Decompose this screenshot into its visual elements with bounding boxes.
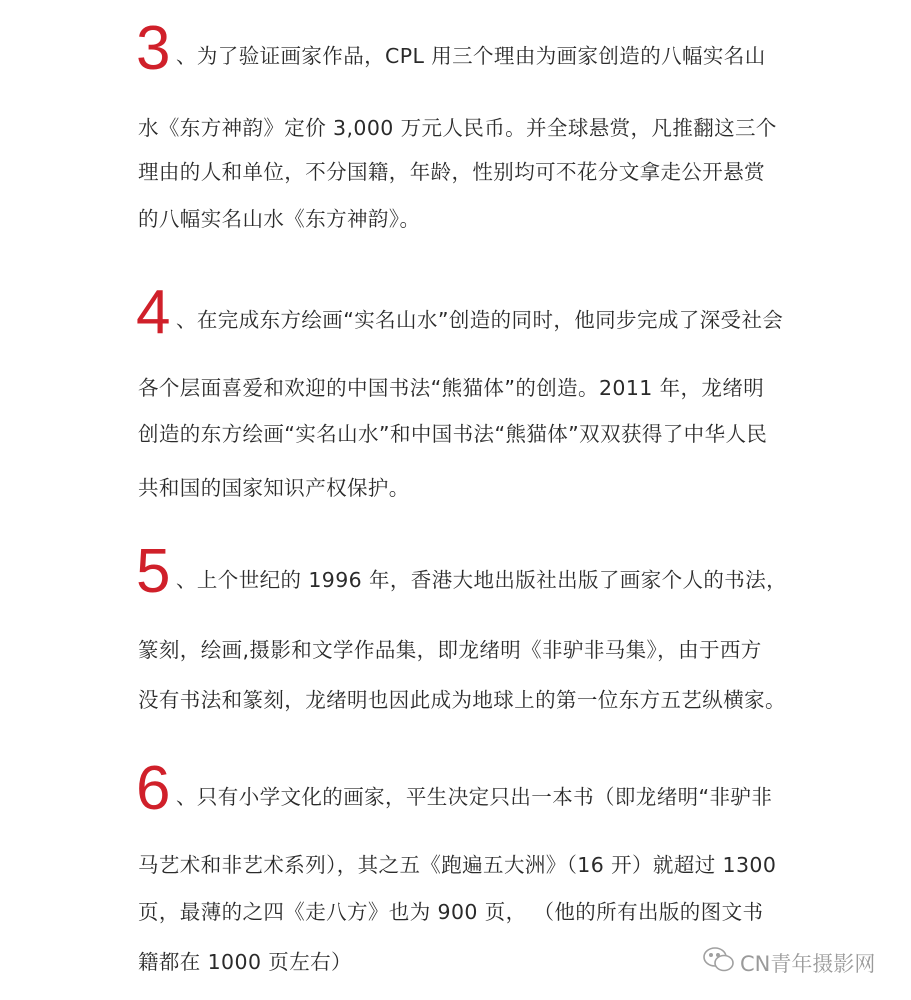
section-4-line-3: 创造的东方绘画“实名山水”和中国书法“熊猫体”双双获得了中华人民 xyxy=(138,422,768,446)
section-3-line-2: 水《东方神韵》定价 3,000 万元人民币。并全球悬赏，凡推翻这三个 xyxy=(138,116,777,140)
section-4-line-2: 各个层面喜爱和欢迎的中国书法“熊猫体”的创造。2011 年，龙绪明 xyxy=(138,376,765,400)
section-3-line-3: 理由的人和单位，不分国籍，年龄，性别均可不花分文拿走公开悬赏 xyxy=(138,160,765,184)
section-4-line-4: 共和国的国家知识产权保护。 xyxy=(138,476,410,500)
section-6-line-4: 籍都在 1000 页左右） xyxy=(138,950,352,974)
section-number-5: 5 xyxy=(136,537,171,606)
wechat-icon xyxy=(702,946,736,979)
section-number-3: 3 xyxy=(136,14,171,83)
section-5-line-1: 、上个世纪的 1996 年，香港大地出版社出版了画家个人的书法， xyxy=(176,568,788,592)
section-6-line-3: 页，最薄的之四《走八方》也为 900 页， （他的所有出版的图文书 xyxy=(138,900,764,924)
section-number-6: 6 xyxy=(136,754,171,823)
section-6-line-1: 、只有小学文化的画家，平生决定只出一本书（即龙绪明“非驴非 xyxy=(176,785,773,809)
watermark-text: CN青年摄影网 xyxy=(740,951,876,976)
section-4-line-1: 、在完成东方绘画“实名山水”创造的同时，他同步完成了深受社会 xyxy=(176,308,784,332)
section-3-line-4: 的八幅实名山水《东方神韵》。 xyxy=(138,207,421,231)
section-5-line-2: 篆刻，绘画,摄影和文学作品集，即龙绪明《非驴非马集》，由于西方 xyxy=(138,638,762,662)
section-number-4: 4 xyxy=(136,278,171,347)
section-5-line-3: 没有书法和篆刻，龙绪明也因此成为地球上的第一位东方五艺纵横家。 xyxy=(138,688,786,712)
section-6-line-2: 马艺术和非艺术系列），其之五《跑遍五大洲》（16 开）就超过 1300 xyxy=(138,853,777,877)
section-3-line-1: 、为了验证画家作品，CPL 用三个理由为画家创造的八幅实名山 xyxy=(176,44,766,68)
watermark xyxy=(702,946,875,979)
